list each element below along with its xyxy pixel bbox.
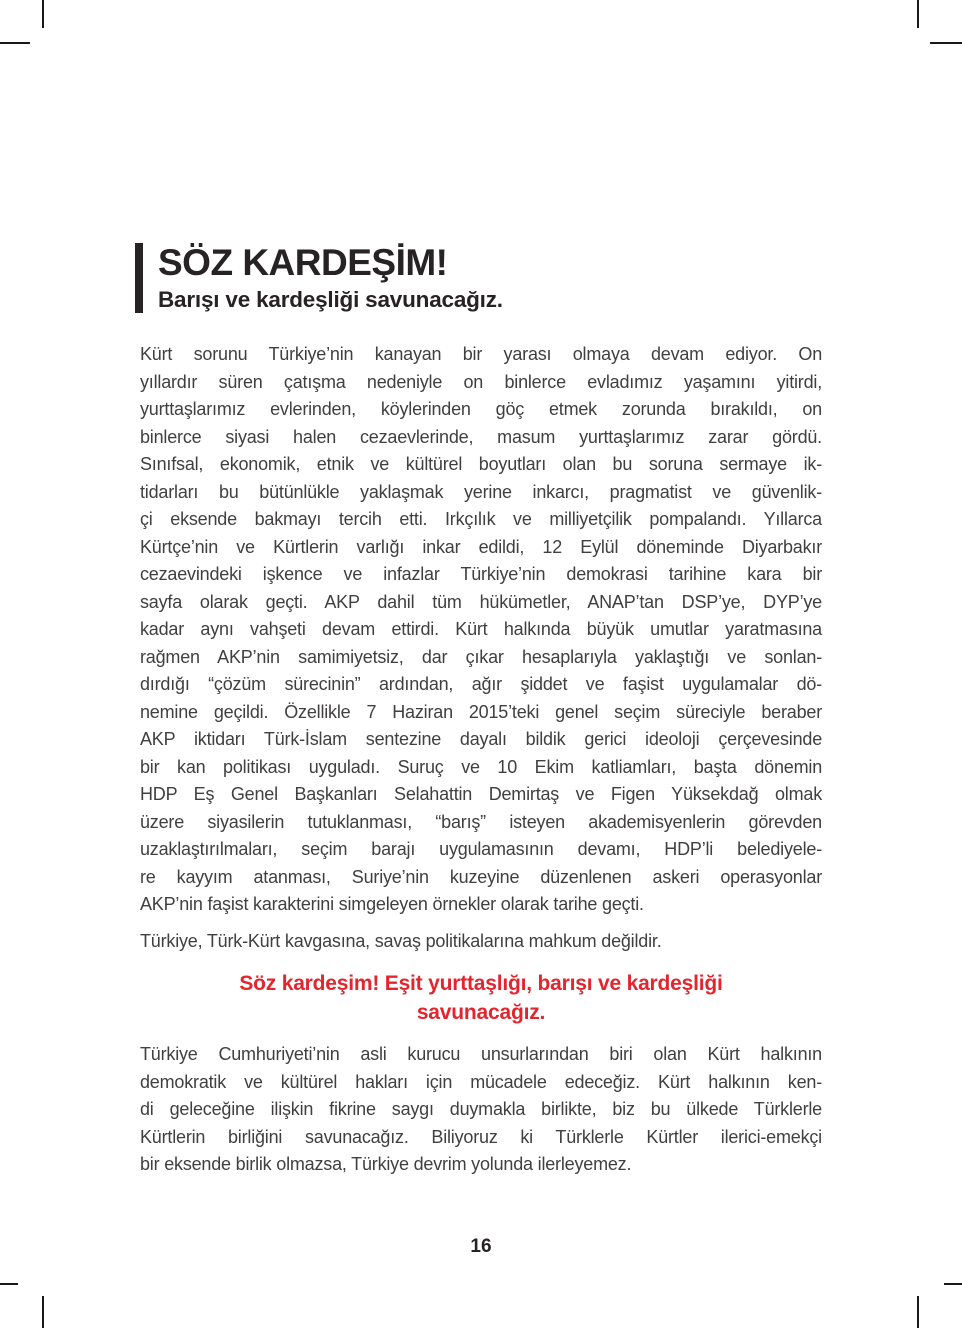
crop-mark-bottom-right-horizontal (944, 1283, 962, 1285)
crop-mark-bottom-left-horizontal (0, 1283, 18, 1285)
text-line: demokratik ve kültürel hakları için mücadele edeceğiz. Kürt halkının ken- (140, 1071, 822, 1092)
body-paragraph-3 (140, 1041, 822, 1179)
text-line: bir eksende birlik olmazsa, Türkiye devrim yolunda ilerleyemez. (140, 1154, 632, 1174)
page-title: SÖZ KARDEŞİM! (158, 242, 448, 283)
text-line: rağmen AKP’nin samimiyetsiz, dar çıkar hesaplarıyla yaklaştığı ve sonlan- (140, 646, 822, 667)
text-line: Kürt sorunu Türkiye’nin kanayan bir yarası olmaya devam ediyor. On (140, 344, 822, 364)
header-text-block (158, 243, 503, 313)
text-line: çi eksende bakmayı tercih etti. Irkçılık ve milliyetçilik pompalandı. Yıllarca (140, 509, 822, 529)
text-line: savunacağız. (416, 1001, 546, 1024)
crop-mark-bottom-right-vertical (917, 1296, 919, 1328)
text-line: kadar aynı vahşeti devam ettirdi. Kürt halkında büyük umutlar yaratmasına (140, 619, 822, 639)
text-line: üzere siyasilerin tutuklanması, “barış” isteyen akademisyenlerin görevden (140, 811, 822, 832)
body-paragraph-2: Türkiye, Türk-Kürt kavgasına, savaş politikalarına mahkum değildir. (140, 930, 662, 951)
crop-mark-top-left-horizontal (0, 42, 30, 44)
crop-mark-bottom-left-vertical (42, 1296, 44, 1328)
text-line: Sınıfsal, ekonomik, etnik ve kültürel boyutları olan bu soruna sermaye ik- (140, 454, 822, 474)
text-line: yıllardır süren çatışma nedeniyle on binlerce evladımız yaşamını yitirdi, (140, 371, 822, 392)
section-header (135, 243, 503, 313)
text-line: Söz kardeşim! Eşit yurttaşlığı, barışı ve kardeşliği (239, 972, 723, 995)
text-line: Türkiye Cumhuriyeti’nin asli kurucu unsurlarından biri olan Kürt halkının (140, 1044, 822, 1064)
text-line: bir kan politikası uyguladı. Suruç ve 10 Ekim katliamları, başta dönemin (140, 756, 822, 777)
body-copy (140, 341, 822, 1179)
text-line: uzaklaştırılmaları, seçim barajı uygulamasının devamı, HDP’li belediyele- (140, 839, 822, 859)
text-line: yurttaşlarımız evlerinden, köylerinden göç etmek zorunda bırakıldı, on (140, 399, 822, 419)
text-line: AKP’nin faşist karakterini simgeleyen örnekler olarak tarihe geçti. (140, 894, 644, 914)
text-line: dırdığı “çözüm sürecinin” ardından, ağır şiddet ve faşist uygulamalar dö- (140, 674, 822, 694)
page-subtitle: Barışı ve kardeşliği savunacağız. (158, 286, 503, 312)
text-line: binlerce siyasi halen cezaevlerinde, masum yurttaşlarımız zarar gördü. (140, 426, 822, 447)
text-line: Kürtçe’nin ve Kürtlerin varlığı inkar edildi, 12 Eylül döneminde Diyarbakır (140, 536, 822, 557)
text-line: nemine geçildi. Özellikle 7 Haziran 2015’teki genel seçim süreciyle beraber (140, 701, 822, 722)
text-line: AKP iktidarı Türk-İslam sentezine dayalı bildik gerici ideoloji çerçevesinde (140, 729, 822, 749)
text-line: sayfa olarak geçti. AKP dahil tüm hükümetler, ANAP’tan DSP’ye, DYP’ye (140, 591, 822, 612)
crop-mark-top-right-horizontal (930, 42, 962, 44)
text-line: Kürtlerin birliğini savunacağız. Biliyoruz ki Türklerle Kürtler ilerici-emekçi (140, 1126, 822, 1147)
text-line: tidarları bu bütünlükle yaklaşmak yerine inkarcı, pragmatist ve güvenlik- (140, 481, 822, 502)
crop-mark-top-right-vertical (917, 0, 919, 28)
header-accent-bar (135, 243, 143, 313)
text-line: di geleceğine ilişkin fikrine saygı duymakla birlikte, biz bu ülkede Türklerle (140, 1099, 822, 1119)
crop-mark-top-left-vertical (42, 0, 44, 28)
red-slogan-heading (140, 969, 822, 1027)
text-line: cezaevindeki işkence ve infazlar Türkiye’nin demokrasi tarihine kara bir (140, 564, 822, 584)
page-number: 16 (470, 1236, 492, 1257)
body-paragraph-1 (140, 341, 822, 919)
text-line: re kayyım atanması, Suriye’nin kuzeyine düzenlenen askeri operasyonlar (140, 866, 822, 887)
text-line: HDP Eş Genel Başkanları Selahattin Demirtaş ve Figen Yüksekdağ olmak (140, 784, 822, 804)
